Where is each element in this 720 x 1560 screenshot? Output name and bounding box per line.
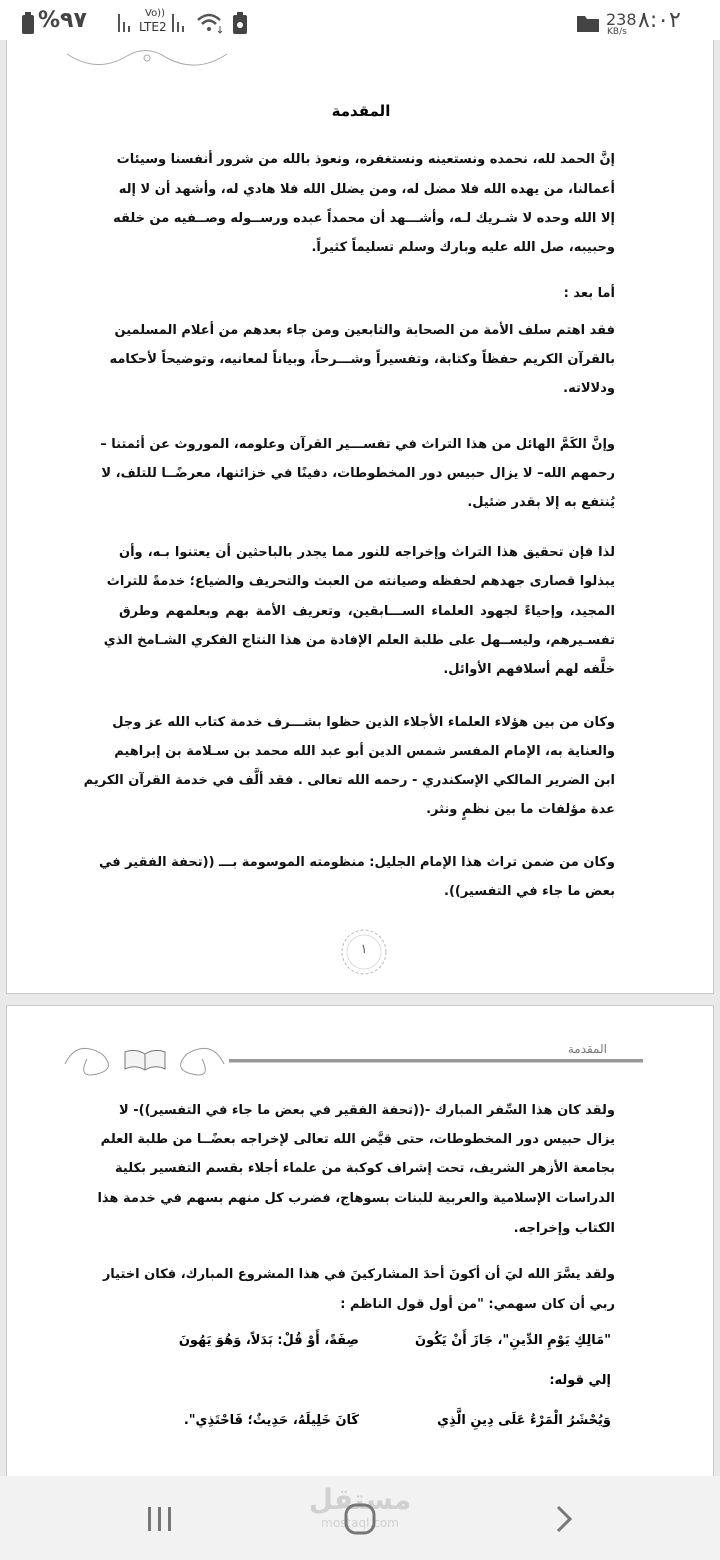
speed-unit: KB/s xyxy=(607,27,627,37)
recent-apps-icon[interactable] xyxy=(145,1504,175,1534)
book-ornament xyxy=(57,1034,232,1084)
navigation-bar xyxy=(0,1476,720,1560)
page-title: المقدمة xyxy=(331,102,391,120)
paragraph-line: ولقد يسَّرَ الله ليَ أن أكونَ أحدَ المشاركينَ في هذا المشروع المبارك، فكان اختيار xyxy=(102,1267,615,1282)
paragraph-line: يُنتفع به إلا بقدر ضئيل. xyxy=(467,495,615,510)
paragraph-line: المجيد، وإحياءً لجهود العلماء الســـابقين، وتعريف الأمة بهم وبعلمهم وطرق xyxy=(119,604,615,619)
paragraph-line: ولقد كان هذا السِّفر المبارك -((تحفة الفقير في بعض ما جاء في التفسير))- لا xyxy=(119,1103,615,1118)
signal-icon xyxy=(172,14,192,32)
paragraph-line: وإنَّ الكَمَّ الهائل من هذا التراث في تفســـير القرآن وعلومه، الموروث عن أئمتنا – xyxy=(100,437,615,452)
paragraph-line: يبذلوا قصارى جهدهم لحفظه وصيانته من العبث والتحريف والضياع؛ خدمةً للتراث xyxy=(106,574,615,589)
paragraph-line: الكتاب وإخراجه. xyxy=(513,1221,615,1236)
paragraph-line: أعمالنا، من يهده الله فلا مضل له، ومن يضلل الله فلا هادي له، وأشهد أن لا إله xyxy=(118,182,615,197)
paragraph-line: لذا فإن تحقيق هذا التراث وإخراجه للنور مما يجدر بالباحثين أن يعتنوا بـه، وأن xyxy=(119,545,615,560)
document-page-2[interactable] xyxy=(6,1005,714,1485)
page-number: ١ xyxy=(360,942,368,957)
verse-2-second-hemistich: كَانَ خَلِيلَهُ، حَدِيثٌ؛ فَاحْتَذِي". xyxy=(183,1413,359,1428)
paragraph-line: عدة مؤلفات ما بين نظمٍ ونثر. xyxy=(426,802,615,817)
clock: ٨:٠٢ xyxy=(638,8,681,33)
ornament-top xyxy=(57,44,237,74)
running-header: المقدمة xyxy=(567,1042,607,1056)
paragraph-line: ابن الضرير المالكي الإسكندري - رحمه الله تعالى . فقد ألَّف في خدمة القرآن الكريم xyxy=(83,773,615,788)
verse-1-second-hemistich: صِفَةً، أَوْ قُلْ: بَدَلاً، وَهُوَ يَهُونَ xyxy=(178,1333,359,1348)
home-icon[interactable] xyxy=(343,1502,377,1536)
paragraph-line: والعناية به، الإمام المفسر شمس الدين أبو عبد الله محمد بن سـلامة بن إبراهيم xyxy=(114,744,615,759)
paragraph-line: وكان من ضمن تراث هذا الإمام الجليل: منظومته الموسومة بـــ ((تحفة الفقير في xyxy=(98,855,615,870)
watermark-latin: mostaql.com xyxy=(321,1516,399,1530)
document-page-1[interactable] xyxy=(6,40,714,994)
verse-2-first-hemistich: وَيُحْشَرُ الْمَرْءُ عَلَى دِينِ الَّذِي xyxy=(437,1413,611,1428)
header-rule xyxy=(229,1059,643,1063)
watermark-arabic: مستقل xyxy=(308,1483,412,1516)
paragraph-line: إلا الله وحده لا شـريك لـه، وأشـــهد أن محمداً عبده ورســوله وصــفيه من خلقه xyxy=(113,211,615,226)
paragraph-line: فقد اهتم سلف الأمة من الصحابة والتابعين ومن جاء بعدهم من أعلام المسلمين xyxy=(114,323,615,338)
paragraph-line: رحمهم الله– لا يزال حبيس دور المخطوطات، دفينًا في خزائنها، معرضًــا للتلف، لا xyxy=(101,466,615,481)
network-label: LTE2 xyxy=(139,20,167,34)
paragraph-line: خلَّفه لهم أسلافهم الأوائل. xyxy=(443,662,615,677)
paragraph-line: الدراسات الإسلامية والعربية للبنات بسوهاج، فضرب كل منهم بسهم في خدمة هذا xyxy=(97,1191,615,1206)
battery-icon xyxy=(22,12,34,34)
paragraph-line: أما بعد : xyxy=(563,286,615,301)
until-label: إلي قوله: xyxy=(549,1373,611,1388)
back-icon[interactable] xyxy=(552,1504,576,1534)
verse-1-first-hemistich: "مَالِكِ يَوْمِ الدِّينِ"، جَازَ أَنْ يَكُونَ xyxy=(415,1333,611,1348)
volte-label: Vo)) xyxy=(145,8,165,19)
paragraph-line: وحبيبه، صل الله عليه وبارك وسلم تسليماً كثيراً. xyxy=(311,240,615,255)
paragraph-line: ربي أن كان سهمي: "من أول قول الناظم : xyxy=(340,1297,615,1312)
paragraph-line: بالقرآن الكريم حفظاً وكتابة، وتفسيراً وشـــرحاً، وبياناً لمعانيه، وتوضيحاً لأحكامه xyxy=(109,352,615,367)
speed-value: 238 xyxy=(606,10,637,29)
signal-icon xyxy=(118,14,138,32)
battery-saver-icon xyxy=(233,12,247,34)
paragraph-line: ودلالاته. xyxy=(563,381,615,396)
paragraph-line: تفسـيرهم، وليســهل على طلبة العلم الإفادة من هذا النتاج الفكري الشـامخ الذي xyxy=(103,633,615,648)
paragraph-line: يزال حبيس دور المخطوطات، حتى قيَّض الله تعالى لإخراجه بعضًــا من طلبة العلم xyxy=(100,1132,615,1147)
battery-percent: %٩٧ xyxy=(38,8,87,33)
paragraph-line: بعض ما جاء في التفسير)). xyxy=(444,884,615,899)
wifi-icon xyxy=(196,12,224,34)
paragraph-line: بجامعة الأزهر الشريف، تحت إشراف كوكبة من علماء أجلاء بقسم التفسير بكلية xyxy=(115,1161,615,1176)
paragraph-line: وكان من بين هؤلاء العلماء الأجلاء الذين حظوا بشـــرف خدمة كتاب الله عز وجل xyxy=(112,715,615,730)
status-bar xyxy=(0,0,720,40)
folder-icon xyxy=(577,14,599,32)
paragraph-line: إنَّ الحمد لله، نحمده ونستعينه ونستغفره، ونعوذ بالله من شرور أنفسنا وسيئات xyxy=(116,152,615,167)
